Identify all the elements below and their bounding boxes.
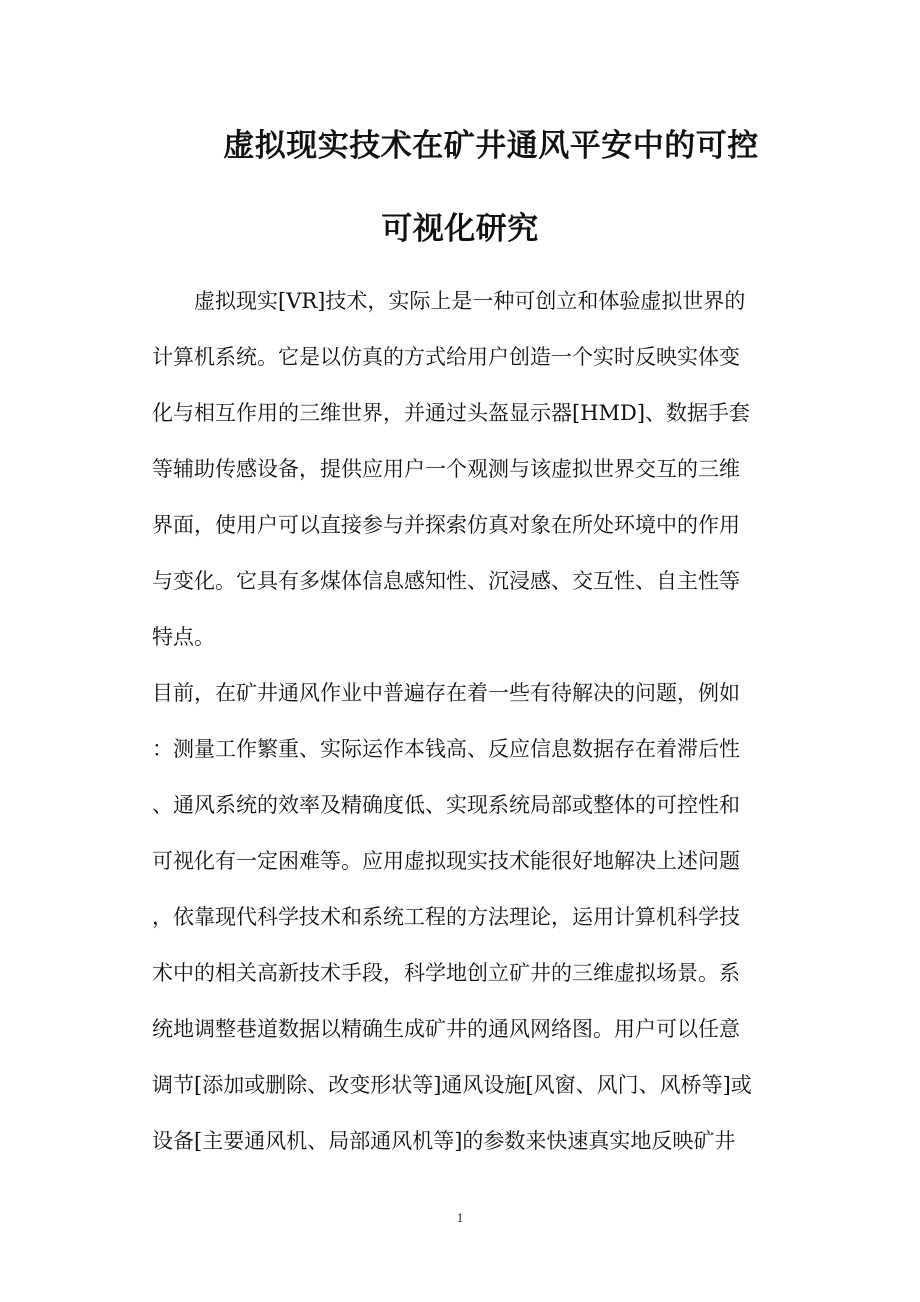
body-line: 计算机系统。它是以仿真的方式给用户创造一个实时反映实体变: [152, 345, 740, 369]
body-line: 与变化。它具有多煤体信息感知性、沉浸感、交互性、自主性等: [152, 569, 740, 593]
document-title-line-2: 可视化研究: [381, 211, 539, 247]
body-line: 化与相互作用的三维世界，并通过头盔显示器[HMD]、数据手套: [152, 401, 751, 425]
body-line: ：测量工作繁重、实际运作本钱高、反应信息数据存在着滞后性: [152, 737, 740, 761]
body-line: ，依靠现代科学技术和系统工程的方法理论，运用计算机科学技: [152, 905, 740, 929]
body-line: 等辅助传感设备，提供应用户一个观测与该虚拟世界交互的三维: [152, 457, 740, 481]
body-line: 目前，在矿井通风作业中普遍存在着一些有待解决的问题，例如: [152, 681, 740, 705]
body-line: 术中的相关高新技术手段，科学地创立矿井的三维虚拟场景。系: [152, 961, 740, 985]
body-line: 统地调整巷道数据以精确生成矿井的通风网络图。用户可以任意: [152, 1017, 740, 1041]
body-line: 设备[主要通风机、局部通风机等]的参数来快速真实地反映矿井: [152, 1129, 736, 1153]
body-line: 、通风系统的效率及精确度低、实现系统局部或整体的可控性和: [152, 793, 740, 817]
document-title-line-1: 虚拟现实技术在矿井通风平安中的可控: [223, 128, 759, 164]
body-line: 界面，使用户可以直接参与并探索仿真对象在所处环境中的作用: [152, 513, 740, 537]
page-number: 1: [456, 1210, 464, 1225]
body-line: 虚拟现实[VR]技术，实际上是一种可创立和体验虚拟世界的: [194, 289, 746, 313]
body-line: 可视化有一定困难等。应用虚拟现实技术能很好地解决上述问题: [152, 849, 740, 873]
body-line: 特点。: [152, 625, 215, 649]
body-line: 调节[添加或删除、改变形状等]通风设施[风窗、风门、风桥等]或: [152, 1073, 752, 1097]
